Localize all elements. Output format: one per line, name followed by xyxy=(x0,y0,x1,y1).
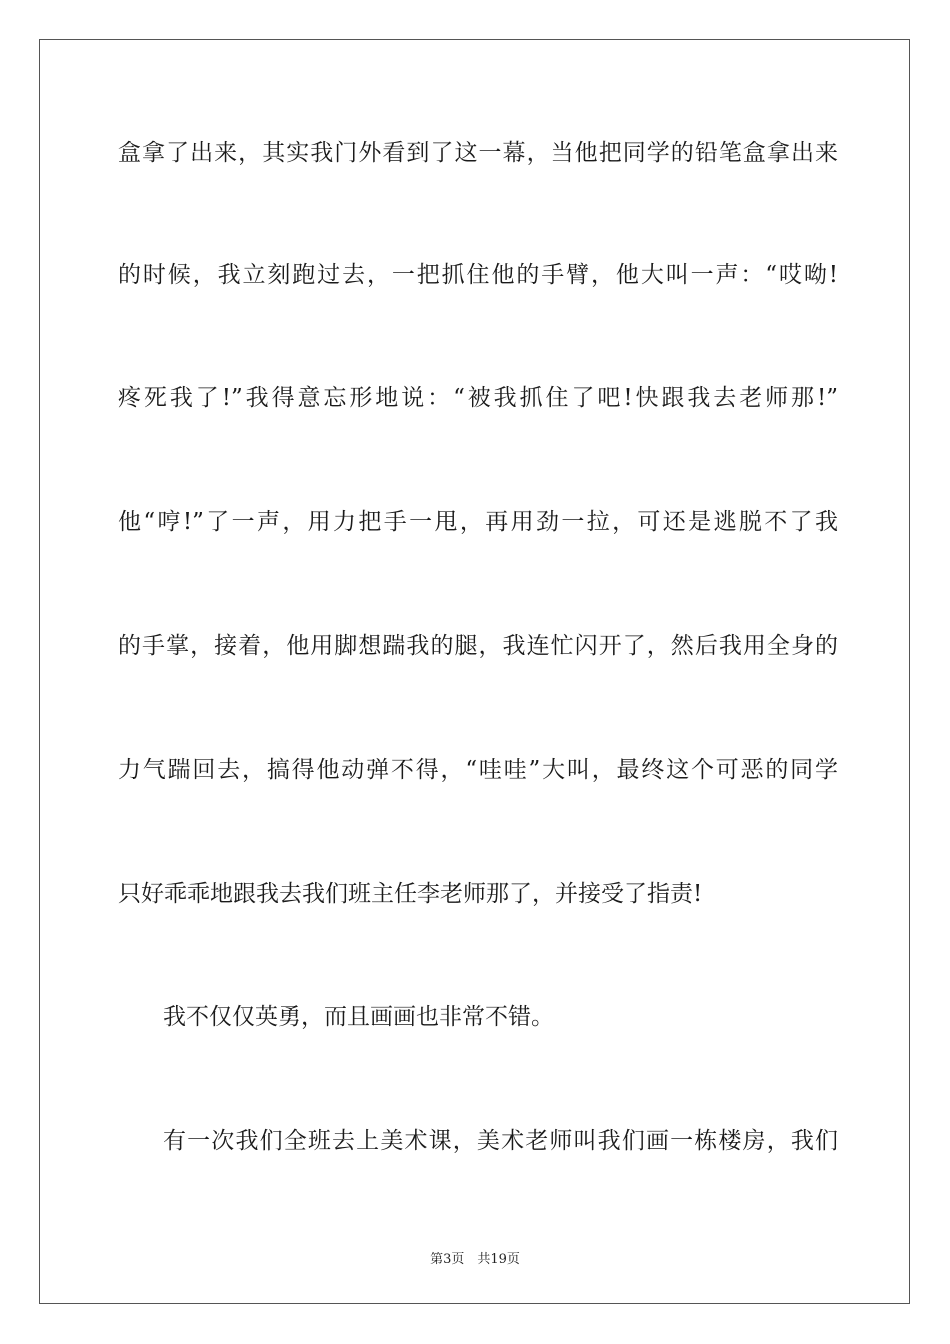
text-line: 的时候，我立刻跑过去，一把抓住他的手臂，他大叫一声：“哎呦! xyxy=(118,262,838,288)
text-line: 疼死我了!”我得意忘形地说：“被我抓住了吧!快跟我去老师那!” xyxy=(118,385,838,411)
text-line: 只好乖乖地跟我去我们班主任李老师那了，并接受了指责! xyxy=(118,881,703,907)
page-border xyxy=(39,39,910,1304)
paragraph-line: 有一次我们全班去上美术课，美术老师叫我们画一栋楼房，我们 xyxy=(163,1128,838,1154)
paragraph-line: 我不仅仅英勇，而且画画也非常不错。 xyxy=(163,1004,554,1030)
text-line: 的手掌，接着，他用脚想踹我的腿，我连忙闪开了，然后我用全身的 xyxy=(118,633,838,659)
page-number: 第3页 共19页 xyxy=(430,1252,520,1267)
text-line: 力气踹回去，搞得他动弹不得，“哇哇”大叫，最终这个可恶的同学 xyxy=(118,757,838,783)
text-line: 盒拿了出来，其实我门外看到了这一幕，当他把同学的铅笔盒拿出来 xyxy=(118,140,838,166)
text-line: 他“哼!”了一声，用力把手一甩，再用劲一拉，可还是逃脱不了我 xyxy=(118,509,838,535)
